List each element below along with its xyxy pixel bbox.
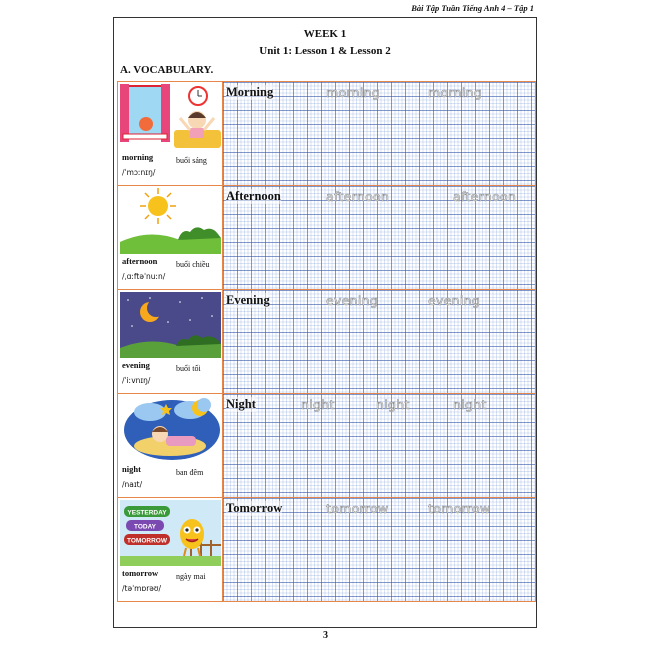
model-word: Tomorrow [226,501,283,515]
model-word: Afternoon [226,189,281,203]
trace-word: night [301,397,335,412]
writing-grid[interactable] [223,498,536,601]
evening-illustration [120,292,221,358]
vocab-ipa: /ˌɑːftəˈnuːn/ [122,272,166,281]
night-illustration [120,396,221,462]
morning-illustration [120,84,221,150]
trace-word: night [376,397,410,412]
model-word: Evening [226,293,270,307]
trace-word: morning [428,85,483,100]
vocab-word: tomorrow [122,568,159,578]
section-heading: A. VOCABULARY. [120,64,214,76]
trace-word: tomorrow [326,501,389,516]
vocab-meaning: ban đêm [176,468,204,477]
vocab-row-night [117,394,536,498]
sign-tomorrow: TOMORROW [127,537,167,545]
vocab-row-afternoon [117,186,536,290]
trace-word: night [453,397,487,412]
afternoon-illustration [120,188,221,254]
vocab-row-tomorrow [117,498,536,602]
week-title: WEEK 1 [303,28,347,40]
page-frame [113,17,537,628]
trace-word: morning [326,85,381,100]
vocab-ipa: /ˈiːvnɪŋ/ [122,376,151,385]
vocab-picture-cell [117,498,223,601]
header-note: Bài Tập Tuần Tiếng Anh 4 – Tập 1 [411,3,534,13]
vocab-meaning: buổi sáng [176,156,207,165]
model-word: Morning [226,85,274,99]
trace-word: afternoon [326,189,390,204]
vocab-word: morning [122,152,154,162]
vocab-word: night [122,464,141,474]
vocab-meaning: ngày mai [176,572,206,581]
writing-grid[interactable] [223,290,536,393]
sign-yesterday: YESTERDAY [127,509,167,517]
vocab-picture-cell [117,82,223,185]
trace-word: afternoon [453,189,517,204]
trace-word: evening [326,293,379,308]
writing-grid[interactable] [223,394,536,497]
vocab-row-evening [117,290,536,394]
trace-word: evening [428,293,481,308]
sign-today: TODAY [133,523,157,531]
writing-grid[interactable] [223,186,536,289]
unit-title: Unit 1: Lesson 1 & Lesson 2 [259,45,391,57]
vocabulary-table [117,81,536,602]
vocab-ipa: /ˈmɔːnɪŋ/ [122,168,156,177]
vocab-picture-cell [117,290,223,393]
vocab-word: evening [122,360,150,370]
model-word: Night [226,397,256,411]
writing-grid[interactable] [223,82,536,185]
vocab-picture-cell [117,186,223,289]
vocab-row-morning [117,81,536,186]
vocab-meaning: buổi chiều [176,260,210,269]
vocab-picture-cell [117,394,223,497]
vocab-ipa: /naɪt/ [122,480,143,489]
vocab-meaning: buổi tối [176,364,201,373]
trace-word: tomorrow [428,501,491,516]
vocab-word: afternoon [122,256,158,266]
page-number: 3 [323,630,328,641]
tomorrow-illustration [120,500,221,566]
vocab-ipa: /təˈmɒrəʊ/ [122,584,162,593]
